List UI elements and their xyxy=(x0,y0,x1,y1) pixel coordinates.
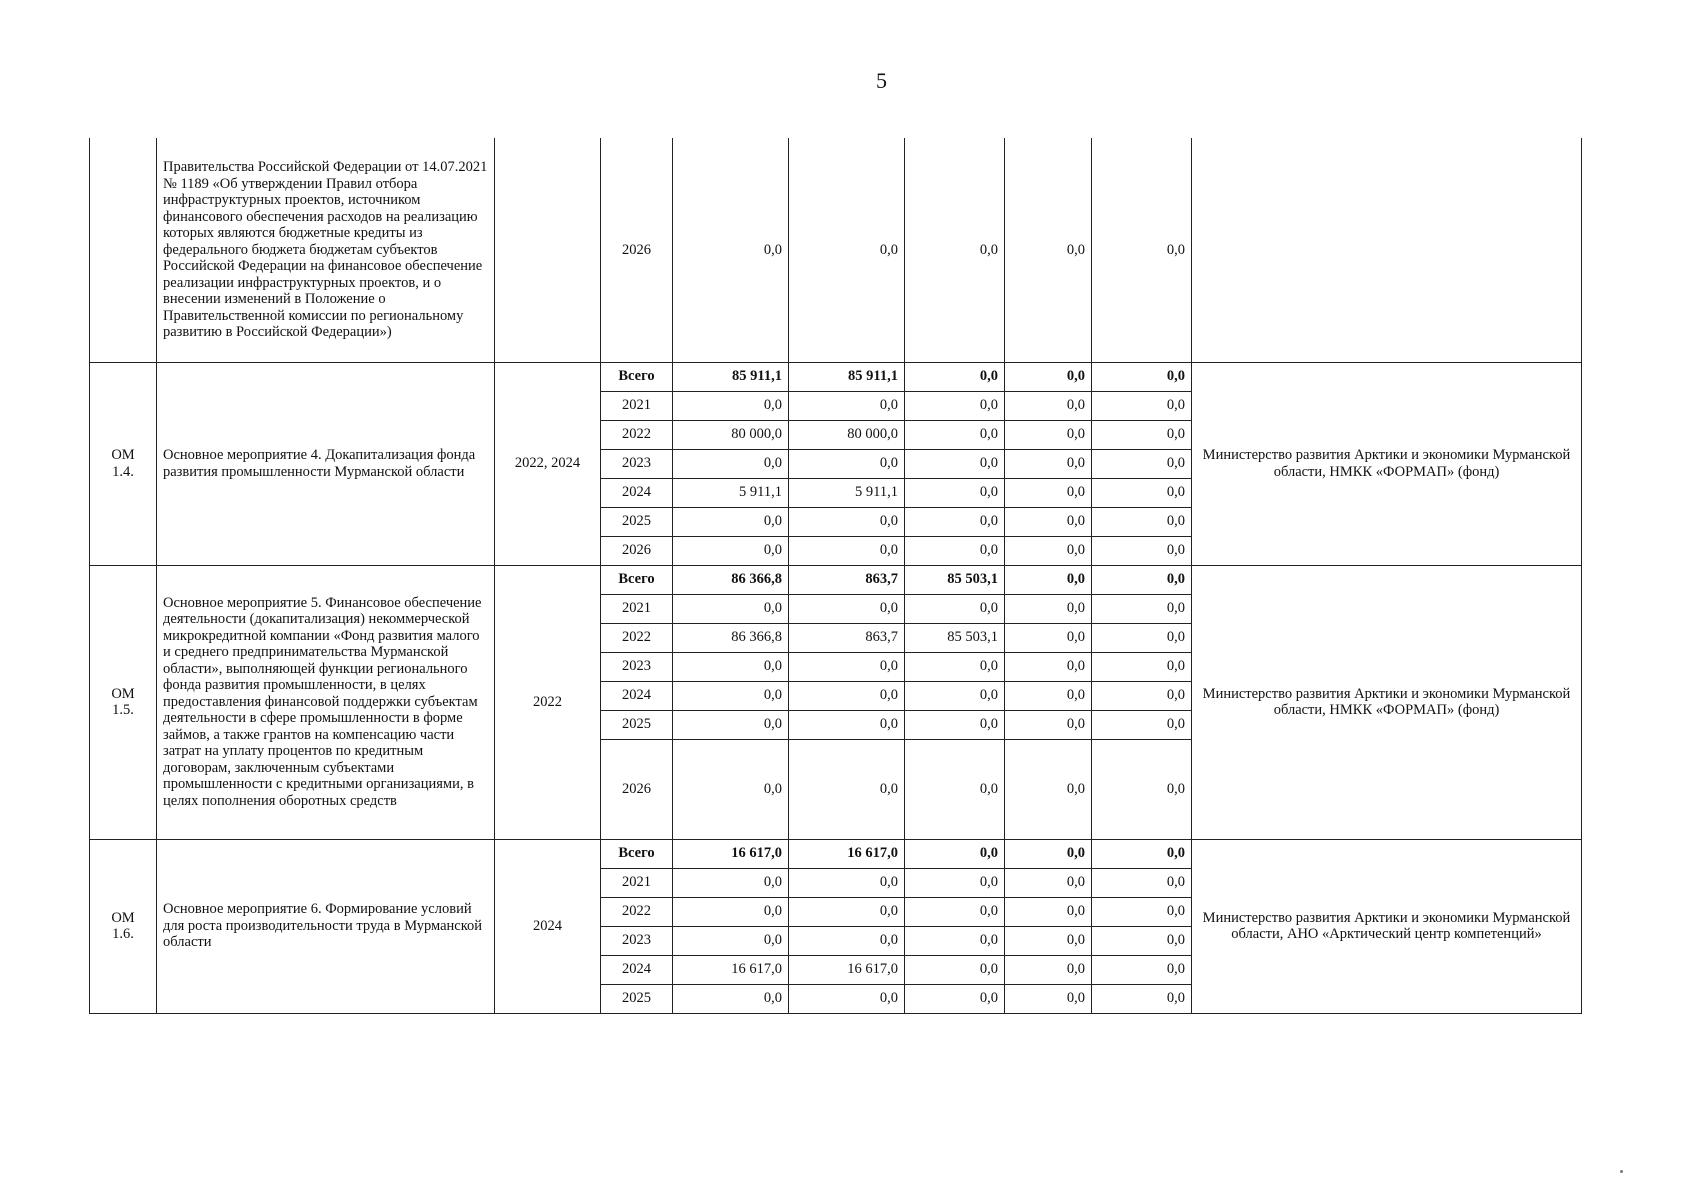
value-cell: 0,0 xyxy=(905,391,1005,420)
value-cell: 0,0 xyxy=(1005,623,1092,652)
value-cell: 0,0 xyxy=(905,449,1005,478)
year-cell: 2023 xyxy=(601,449,673,478)
year-cell: 2022 xyxy=(601,897,673,926)
value-cell: 0,0 xyxy=(673,536,789,565)
value-cell: 0,0 xyxy=(1005,955,1092,984)
value-cell: 0,0 xyxy=(673,926,789,955)
year-cell: 2021 xyxy=(601,868,673,897)
value-cell: 0,0 xyxy=(1092,420,1192,449)
value-cell: 0,0 xyxy=(1092,897,1192,926)
value-cell: 0,0 xyxy=(1092,739,1192,839)
value-cell: 0,0 xyxy=(905,420,1005,449)
description-cell: Правительства Российской Федерации от 14.07.2021 № 1189 «Об утверждении Правил отбора инфраструктурных проектов, источником финансового обеспечения расходов на реализацию которых являются бюджетные кредиты из федерального бюджета бюджетам субъектов Российской Федерации на финансовое обеспечение реализации инфраструктурных проектов, и о внесении изменений в Положение о Правительственной комиссии по региональному развитию в Российской Федерации») xyxy=(157,138,495,362)
value-cell: 0,0 xyxy=(673,739,789,839)
value-cell: 0,0 xyxy=(673,984,789,1013)
year-cell: 2023 xyxy=(601,652,673,681)
year-cell: 2021 xyxy=(601,391,673,420)
value-cell: 0,0 xyxy=(1092,681,1192,710)
year-cell: 2023 xyxy=(601,926,673,955)
year-cell: Всего xyxy=(601,839,673,868)
value-cell: 0,0 xyxy=(789,536,905,565)
value-cell: 0,0 xyxy=(673,138,789,362)
value-cell: 0,0 xyxy=(905,536,1005,565)
value-cell: 5 911,1 xyxy=(789,478,905,507)
value-cell: 16 617,0 xyxy=(673,839,789,868)
value-cell: 863,7 xyxy=(789,623,905,652)
measure-code: ОМ 1.4. xyxy=(90,362,157,565)
value-cell: 0,0 xyxy=(1092,565,1192,594)
value-cell: 0,0 xyxy=(789,868,905,897)
value-cell: 0,0 xyxy=(673,868,789,897)
value-cell: 0,0 xyxy=(789,138,905,362)
responsible-cell xyxy=(1192,138,1582,362)
measure-responsible: Министерство развития Арктики и экономики Мурманской области, НМКК «ФОРМАП» (фонд) xyxy=(1192,565,1582,839)
value-cell: 0,0 xyxy=(789,652,905,681)
value-cell: 85 503,1 xyxy=(905,623,1005,652)
value-cell: 0,0 xyxy=(673,507,789,536)
term-cell xyxy=(495,138,601,362)
value-cell: 86 366,8 xyxy=(673,565,789,594)
measure-responsible: Министерство развития Арктики и экономики Мурманской области, НМКК «ФОРМАП» (фонд) xyxy=(1192,362,1582,565)
value-cell: 0,0 xyxy=(1092,868,1192,897)
value-cell: 0,0 xyxy=(905,926,1005,955)
value-cell: 0,0 xyxy=(789,739,905,839)
measure-term: 2022, 2024 xyxy=(495,362,601,565)
value-cell: 0,0 xyxy=(673,449,789,478)
code-cell xyxy=(90,138,157,362)
value-cell: 0,0 xyxy=(1005,984,1092,1013)
value-cell: 0,0 xyxy=(789,681,905,710)
measure-code: ОМ 1.6. xyxy=(90,839,157,1013)
value-cell: 0,0 xyxy=(905,138,1005,362)
year-cell: 2026 xyxy=(601,739,673,839)
year-cell: 2025 xyxy=(601,710,673,739)
value-cell: 0,0 xyxy=(789,594,905,623)
value-cell: 0,0 xyxy=(905,681,1005,710)
value-cell: 863,7 xyxy=(789,565,905,594)
value-cell: 0,0 xyxy=(1005,594,1092,623)
table-row-total xyxy=(90,565,1582,594)
value-cell: 0,0 xyxy=(789,507,905,536)
value-cell: 16 617,0 xyxy=(789,955,905,984)
value-cell: 0,0 xyxy=(905,652,1005,681)
value-cell: 0,0 xyxy=(1005,138,1092,362)
value-cell: 0,0 xyxy=(1005,868,1092,897)
value-cell: 0,0 xyxy=(673,897,789,926)
value-cell: 0,0 xyxy=(1092,623,1192,652)
value-cell: 85 503,1 xyxy=(905,565,1005,594)
measure-description: Основное мероприятие 5. Финансовое обеспечение деятельности (докапитализация) некоммерческой микрокредитной компании «Фонд развития малого и среднего предпринимательства Мурманской области», выполняющей функции регионального фонда развития промышленности, в целях предоставления финансовой поддержки субъектам деятельности в сфере промышленности в форме займов, а также грантов на компенсацию части затрат на уплату процентов по кредитным договорам, заключенным субъектами промышленности с кредитными организациями, в целях пополнения оборотных средств xyxy=(157,565,495,839)
value-cell: 0,0 xyxy=(905,868,1005,897)
value-cell: 0,0 xyxy=(1005,926,1092,955)
value-cell: 80 000,0 xyxy=(789,420,905,449)
value-cell: 16 617,0 xyxy=(789,839,905,868)
page-number: 5 xyxy=(876,68,887,93)
value-cell: 0,0 xyxy=(789,449,905,478)
value-cell: 0,0 xyxy=(1005,681,1092,710)
year-cell: Всего xyxy=(601,565,673,594)
value-cell: 0,0 xyxy=(789,984,905,1013)
value-cell: 0,0 xyxy=(1005,710,1092,739)
value-cell: 0,0 xyxy=(905,739,1005,839)
year-cell: 2025 xyxy=(601,507,673,536)
value-cell: 5 911,1 xyxy=(673,478,789,507)
year-cell: 2024 xyxy=(601,681,673,710)
value-cell: 0,0 xyxy=(1092,652,1192,681)
value-cell: 0,0 xyxy=(789,710,905,739)
value-cell: 0,0 xyxy=(905,839,1005,868)
value-cell: 0,0 xyxy=(1005,565,1092,594)
year-cell: 2024 xyxy=(601,478,673,507)
value-cell: 0,0 xyxy=(1092,594,1192,623)
value-cell: 0,0 xyxy=(1005,739,1092,839)
table-row xyxy=(90,138,1582,362)
value-cell: 0,0 xyxy=(1005,362,1092,391)
value-cell: 0,0 xyxy=(905,984,1005,1013)
scan-speck xyxy=(1620,1170,1623,1173)
year-cell: 2021 xyxy=(601,594,673,623)
value-cell: 0,0 xyxy=(1005,839,1092,868)
value-cell: 0,0 xyxy=(1092,984,1192,1013)
value-cell: 0,0 xyxy=(905,897,1005,926)
year-cell: 2022 xyxy=(601,420,673,449)
measure-description: Основное мероприятие 4. Докапитализация фонда развития промышленности Мурманской области xyxy=(157,362,495,565)
value-cell: 0,0 xyxy=(1005,897,1092,926)
value-cell: 0,0 xyxy=(1092,839,1192,868)
value-cell: 0,0 xyxy=(673,710,789,739)
value-cell: 0,0 xyxy=(1005,420,1092,449)
value-cell: 0,0 xyxy=(1092,449,1192,478)
value-cell: 0,0 xyxy=(1092,362,1192,391)
measure-description: Основное мероприятие 6. Формирование условий для роста производительности труда в Мурманской области xyxy=(157,839,495,1013)
year-cell: 2022 xyxy=(601,623,673,652)
value-cell: 0,0 xyxy=(1005,652,1092,681)
value-cell: 0,0 xyxy=(1092,507,1192,536)
value-cell: 0,0 xyxy=(673,652,789,681)
value-cell: 0,0 xyxy=(673,594,789,623)
measure-code: ОМ 1.5. xyxy=(90,565,157,839)
budget-table-body xyxy=(90,138,1582,1013)
value-cell: 86 366,8 xyxy=(673,623,789,652)
value-cell: 0,0 xyxy=(905,362,1005,391)
value-cell: 0,0 xyxy=(1092,391,1192,420)
value-cell: 0,0 xyxy=(789,926,905,955)
value-cell: 0,0 xyxy=(1092,478,1192,507)
value-cell: 16 617,0 xyxy=(673,955,789,984)
value-cell: 0,0 xyxy=(1005,507,1092,536)
value-cell: 0,0 xyxy=(905,955,1005,984)
value-cell: 0,0 xyxy=(1005,449,1092,478)
value-cell: 0,0 xyxy=(905,594,1005,623)
value-cell: 85 911,1 xyxy=(789,362,905,391)
year-cell: 2025 xyxy=(601,984,673,1013)
budget-table xyxy=(89,138,1582,1014)
value-cell: 0,0 xyxy=(1005,478,1092,507)
value-cell: 80 000,0 xyxy=(673,420,789,449)
value-cell: 0,0 xyxy=(1092,955,1192,984)
table-row-total xyxy=(90,362,1582,391)
measure-term: 2024 xyxy=(495,839,601,1013)
measure-term: 2022 xyxy=(495,565,601,839)
table-row-total xyxy=(90,839,1582,868)
value-cell: 0,0 xyxy=(789,897,905,926)
value-cell: 0,0 xyxy=(1092,710,1192,739)
value-cell: 0,0 xyxy=(1092,926,1192,955)
value-cell: 85 911,1 xyxy=(673,362,789,391)
year-cell: 2024 xyxy=(601,955,673,984)
measure-responsible: Министерство развития Арктики и экономики Мурманской области, АНО «Арктический центр компетенций» xyxy=(1192,839,1582,1013)
value-cell: 0,0 xyxy=(1092,138,1192,362)
year-cell: 2026 xyxy=(601,536,673,565)
year-cell: Всего xyxy=(601,362,673,391)
value-cell: 0,0 xyxy=(673,391,789,420)
value-cell: 0,0 xyxy=(1005,391,1092,420)
value-cell: 0,0 xyxy=(673,681,789,710)
value-cell: 0,0 xyxy=(1092,536,1192,565)
value-cell: 0,0 xyxy=(789,391,905,420)
value-cell: 0,0 xyxy=(905,507,1005,536)
year-cell: 2026 xyxy=(601,138,673,362)
value-cell: 0,0 xyxy=(905,710,1005,739)
value-cell: 0,0 xyxy=(905,478,1005,507)
value-cell: 0,0 xyxy=(1005,536,1092,565)
